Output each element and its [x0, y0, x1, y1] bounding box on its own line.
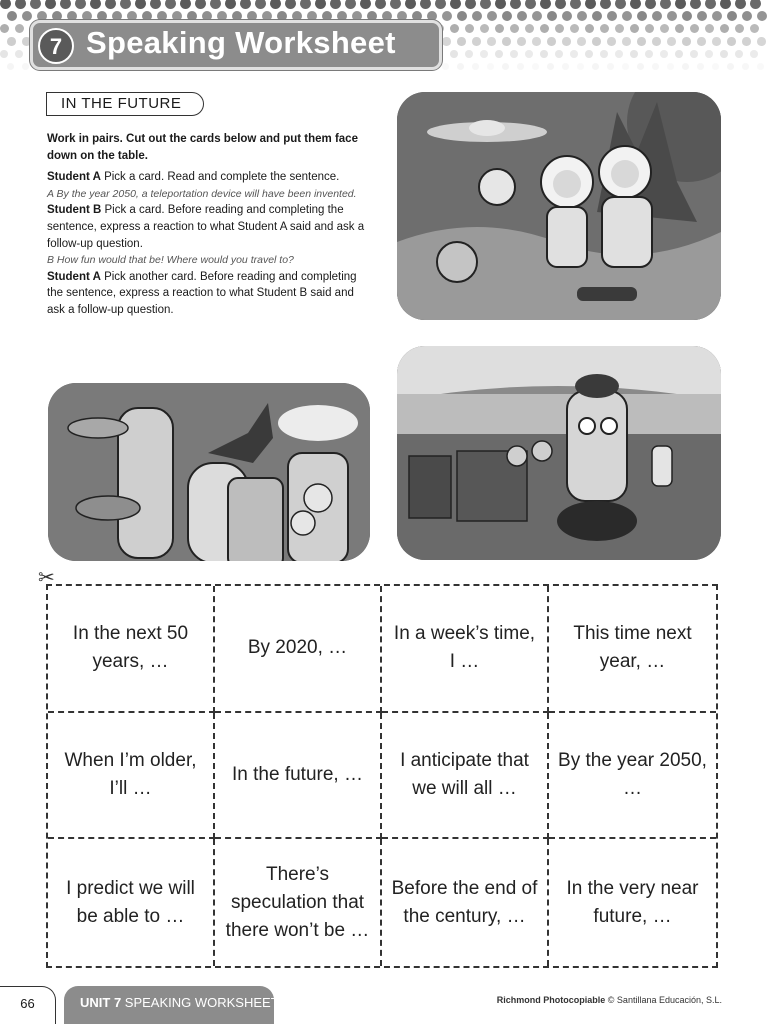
decorative-dot — [345, 0, 356, 9]
decorative-dot — [457, 37, 466, 46]
decorative-dot — [487, 11, 497, 21]
decorative-dot — [735, 0, 746, 9]
decorative-dot — [240, 0, 251, 9]
decorative-dot — [22, 63, 29, 70]
sentence-card: I predict we will be able to … — [48, 839, 215, 966]
decorative-dot — [472, 37, 481, 46]
unit-number-badge: 7 — [38, 28, 74, 64]
decorative-dot — [390, 0, 401, 9]
decorative-dot — [622, 63, 629, 70]
instruction-step-2 — [47, 202, 372, 252]
decorative-dot — [555, 50, 563, 58]
example-sentence-1: A By the year 2050, a teleportation device will have been invented. — [47, 187, 357, 200]
decorative-dot — [645, 0, 656, 9]
decorative-dot — [495, 0, 506, 9]
publisher: Richmond Photocopiable — [496, 995, 606, 1005]
decorative-dot — [720, 24, 729, 33]
decorative-dot — [562, 37, 571, 46]
decorative-dot — [555, 24, 564, 33]
decorative-dot — [420, 0, 431, 9]
decorative-dot — [517, 37, 526, 46]
decorative-dot — [442, 37, 451, 46]
decorative-dot — [727, 63, 734, 70]
footer-credit — [497, 995, 722, 1005]
example-sentence-2: B How fun would that be! Where would you travel to? — [47, 254, 294, 267]
decorative-dot — [562, 11, 572, 21]
decorative-dot — [555, 0, 566, 9]
decorative-dot — [712, 37, 721, 46]
decorative-dot — [705, 50, 713, 58]
decorative-dot — [727, 11, 737, 21]
instruction-step-1 — [47, 169, 372, 186]
decorative-dot — [487, 63, 494, 70]
decorative-dot — [585, 50, 593, 58]
decorative-dot — [615, 24, 624, 33]
decorative-dot — [645, 50, 653, 58]
footer-unit: UNIT 7 — [80, 995, 122, 1010]
decorative-dot — [615, 0, 626, 9]
decorative-dot — [465, 50, 473, 58]
decorative-dot — [135, 0, 146, 9]
decorative-dot — [502, 63, 509, 70]
decorative-dot — [750, 24, 759, 33]
decorative-dot — [375, 0, 386, 9]
decorative-dot — [615, 50, 623, 58]
decorative-dot — [742, 37, 751, 46]
decorative-dot — [457, 63, 464, 70]
decorative-dot — [600, 0, 611, 9]
decorative-dot — [480, 50, 488, 58]
decorative-dot — [540, 0, 551, 9]
decorative-dot — [735, 24, 744, 33]
decorative-dot — [532, 37, 541, 46]
decorative-dot — [720, 0, 731, 9]
sentence-card: In a week’s time, I … — [382, 586, 549, 713]
decorative-dot — [652, 11, 662, 21]
illustration-robot-cockpit — [397, 346, 721, 560]
decorative-dot — [210, 0, 221, 9]
decorative-dot — [435, 0, 446, 9]
decorative-dot — [30, 0, 41, 9]
illustration-underwater-city — [48, 383, 370, 561]
decorative-dot — [652, 63, 659, 70]
decorative-dot — [675, 24, 684, 33]
decorative-dot — [660, 50, 668, 58]
speaker-label: Student A — [47, 171, 101, 184]
decorative-dot — [442, 63, 449, 70]
decorative-dot — [480, 0, 491, 9]
decorative-dot — [697, 11, 707, 21]
instructions-intro: Work in pairs. Cut out the cards below and put them face down on the table. — [47, 133, 358, 162]
decorative-dot — [570, 24, 579, 33]
decorative-dot — [547, 11, 557, 21]
decorative-dot — [757, 11, 767, 21]
decorative-dot — [502, 11, 512, 21]
decorative-dot — [607, 37, 616, 46]
decorative-dot — [0, 24, 9, 33]
decorative-dot — [525, 24, 534, 33]
decorative-dot — [517, 63, 524, 70]
decorative-dot — [0, 50, 8, 58]
decorative-dot — [540, 50, 548, 58]
decorative-dot — [637, 37, 646, 46]
sentence-card: When I’m older, I’ll … — [48, 713, 215, 840]
decorative-dot — [495, 24, 504, 33]
decorative-dot — [510, 50, 518, 58]
copyright: © Santillana Educación, S.L. — [605, 995, 722, 1005]
instruction-text: Pick another card. Before reading and completing the sentence, express a reaction to what Student B said and ask a follow-up question. — [47, 270, 357, 316]
decorative-dot — [712, 63, 719, 70]
sentence-card: Before the end of the century, … — [382, 839, 549, 966]
sentence-card: There’s speculation that there won’t be … — [215, 839, 382, 966]
decorative-dot — [15, 0, 26, 9]
decorative-dot — [742, 63, 749, 70]
decorative-dot — [742, 11, 752, 21]
decorative-dot — [525, 0, 536, 9]
decorative-dot — [682, 37, 691, 46]
decorative-dot — [592, 37, 601, 46]
decorative-dot — [727, 37, 736, 46]
decorative-dot — [652, 37, 661, 46]
decorative-dot — [495, 50, 503, 58]
decorative-dot — [622, 37, 631, 46]
decorative-dot — [105, 0, 116, 9]
decorative-dot — [675, 0, 686, 9]
decorative-dot — [532, 63, 539, 70]
page-title: Speaking Worksheet — [86, 25, 396, 60]
sentence-card: In the very near future, … — [566, 877, 699, 927]
decorative-dot — [7, 37, 16, 46]
footer-unit-title: SPEAKING WORKSHEET — [121, 995, 279, 1010]
decorative-dot — [630, 50, 638, 58]
speaker-label: Student A — [47, 270, 101, 283]
decorative-dot — [300, 0, 311, 9]
decorative-dot — [697, 37, 706, 46]
decorative-dot — [660, 0, 671, 9]
decorative-dot — [225, 0, 236, 9]
decorative-dot — [577, 11, 587, 21]
decorative-dot — [690, 24, 699, 33]
decorative-dot — [540, 24, 549, 33]
decorative-dot — [720, 50, 728, 58]
decorative-dot — [750, 50, 758, 58]
decorative-dot — [577, 63, 584, 70]
sentence-card: By the year 2050, … — [549, 713, 716, 840]
section-subtitle: IN THE FUTURE — [46, 92, 204, 116]
decorative-dot — [712, 11, 722, 21]
decorative-dot — [660, 24, 669, 33]
sentence-card: By 2020, … — [215, 586, 382, 713]
decorative-dot — [457, 11, 467, 21]
sentence-card: In the next 50 years, … — [48, 586, 215, 713]
decorative-dot — [15, 24, 24, 33]
decorative-dot — [22, 11, 32, 21]
decorative-dot — [570, 0, 581, 9]
decorative-dot — [690, 50, 698, 58]
decorative-dot — [315, 0, 326, 9]
decorative-dot — [360, 0, 371, 9]
decorative-dot — [667, 63, 674, 70]
decorative-dot — [547, 63, 554, 70]
decorative-dot — [487, 37, 496, 46]
decorative-dot — [180, 0, 191, 9]
decorative-dot — [600, 50, 608, 58]
decorative-dot — [150, 0, 161, 9]
decorative-dot — [450, 50, 458, 58]
decorative-dot — [450, 24, 459, 33]
decorative-dot — [60, 0, 71, 9]
decorative-dot — [750, 0, 761, 9]
decorative-dot — [570, 50, 578, 58]
decorative-dot — [255, 0, 266, 9]
decorative-dot — [607, 63, 614, 70]
decorative-dot — [450, 0, 461, 9]
decorative-dot — [697, 63, 704, 70]
decorative-dot — [510, 0, 521, 9]
decorative-dot — [0, 0, 11, 9]
decorative-dot — [532, 11, 542, 21]
decorative-dot — [637, 11, 647, 21]
decorative-dot — [592, 11, 602, 21]
decorative-dot — [682, 63, 689, 70]
decorative-dot — [75, 0, 86, 9]
decorative-dot — [562, 63, 569, 70]
decorative-dot — [120, 0, 131, 9]
decorative-dot — [442, 11, 452, 21]
decorative-dot — [690, 0, 701, 9]
sentence-card: In the future, … — [215, 713, 382, 840]
decorative-dot — [7, 63, 14, 70]
decorative-dot — [705, 0, 716, 9]
decorative-dot — [622, 11, 632, 21]
decorative-dot — [525, 50, 533, 58]
sentence-card: I anticipate that we will all … — [382, 713, 549, 840]
decorative-dot — [757, 63, 764, 70]
decorative-dot — [7, 11, 17, 21]
decorative-dot — [547, 37, 556, 46]
instruction-step-3 — [47, 269, 372, 319]
decorative-dot — [585, 0, 596, 9]
decorative-dot — [465, 0, 476, 9]
instructions — [47, 131, 372, 319]
decorative-dot — [607, 11, 617, 21]
speaker-label: Student B — [47, 204, 102, 217]
sentence-card: This time next year, … — [549, 586, 716, 713]
decorative-dot — [667, 11, 677, 21]
decorative-dot — [45, 0, 56, 9]
illustration-space-explorers — [397, 92, 721, 320]
decorative-dot — [585, 24, 594, 33]
decorative-dot — [675, 50, 683, 58]
decorative-dot — [472, 11, 482, 21]
scissors-icon: ✂ — [38, 567, 55, 589]
decorative-dot — [600, 24, 609, 33]
decorative-dot — [630, 24, 639, 33]
decorative-dot — [645, 24, 654, 33]
decorative-dot — [90, 0, 101, 9]
decorative-dot — [510, 24, 519, 33]
decorative-dot — [15, 50, 23, 58]
decorative-dot — [517, 11, 527, 21]
decorative-dot — [285, 0, 296, 9]
instruction-text: Pick a card. Before reading and completing the sentence, express a reaction to what Student A said and ask a follow-up question. — [47, 204, 365, 250]
sentence-card-grid — [46, 584, 718, 968]
footer-unit-label — [80, 995, 279, 1010]
decorative-dot — [472, 63, 479, 70]
decorative-dot — [757, 37, 766, 46]
decorative-dot — [480, 24, 489, 33]
decorative-dot — [592, 63, 599, 70]
decorative-dot — [577, 37, 586, 46]
decorative-dot — [405, 0, 416, 9]
decorative-dot — [502, 37, 511, 46]
decorative-dot — [465, 24, 474, 33]
decorative-dot — [705, 24, 714, 33]
decorative-dot — [330, 0, 341, 9]
decorative-dot — [630, 0, 641, 9]
instruction-text: Pick a card. Read and complete the sentence. — [100, 171, 340, 184]
page-number: 66 — [0, 986, 56, 1024]
decorative-dot — [637, 63, 644, 70]
decorative-dot — [682, 11, 692, 21]
decorative-dot — [735, 50, 743, 58]
decorative-dot — [667, 37, 676, 46]
decorative-dot — [195, 0, 206, 9]
decorative-dot — [270, 0, 281, 9]
decorative-dot — [165, 0, 176, 9]
